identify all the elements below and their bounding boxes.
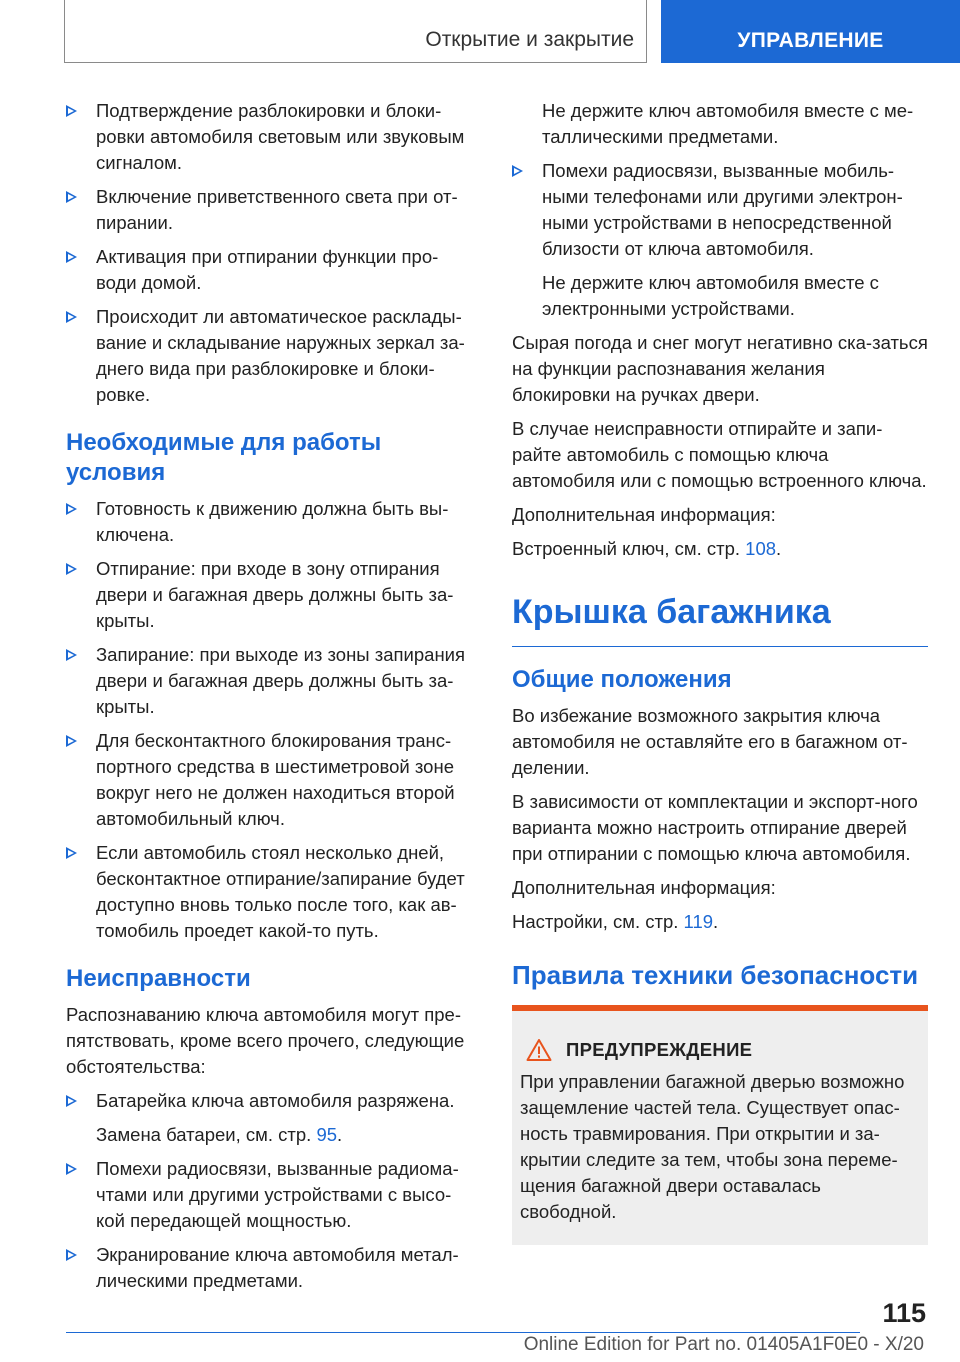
conditions-heading: Необходимые для работы условия (66, 429, 382, 486)
list-item: Экранирование ключа автомобиля метал-лическими предметами. (66, 1242, 478, 1294)
general-heading: Общие положения (512, 666, 732, 693)
triangle-bullet-icon (66, 1249, 77, 1261)
triangle-bullet-icon (66, 105, 77, 117)
triangle-bullet-icon (66, 251, 77, 263)
list-item: Подтверждение разблокировки и блоки-ровки автомобиля световым или звуковым сигналом. (66, 98, 478, 176)
triangle-bullet-icon (66, 503, 77, 515)
chapter-tab[interactable]: УПРАВЛЕНИЕ (661, 0, 960, 63)
electronics-note: Не держите ключ автомобиля вместе с электронными устройствами. (542, 272, 879, 319)
general-paragraph-2: В зависимости от комплектации и экспорт-ного варианта можно настроить отпирание дверей при отпирании с помощью ключа автомобиля. (512, 791, 918, 864)
section-title: Открытие и закрытие (425, 28, 634, 51)
triangle-bullet-icon (512, 165, 523, 177)
more-info-label: Дополнительная информация: (512, 504, 776, 525)
right-column (512, 98, 928, 1245)
list-item: Активация при отпирании функции про-води домой. (66, 244, 478, 296)
warning-text: При управлении багажной дверью возможно защемление частей тела. Существует опас-ность травмирования. При открытии и за-крытии следите за тем, чтобы зона переме-щения багажной двери оставалась свободной. (520, 1071, 905, 1222)
left-column (66, 98, 478, 1302)
list-item: Помехи радиосвязи, вызванные мобиль-ными телефонами или другими электрон-ными устройствами в непосредственной близости от ключа автомобиля. (512, 158, 928, 262)
list-item: Происходит ли автоматическое расклады-вание и складывание наружных зеркал за-днего вида при разблокировке и блоки-ровке. (66, 304, 478, 408)
page-link-119[interactable]: 119 (683, 911, 714, 932)
header-title-box (64, 0, 647, 63)
malfunctions-intro: Распознаванию ключа автомобиля могут пре-пятствовать, кроме всего прочего, следующие обстоятельства: (66, 1004, 465, 1077)
list-item: Батарейка ключа автомобиля разряжена. (66, 1088, 478, 1114)
weather-paragraph: Сырая погода и снег могут негативно ска-заться на функции распознавания желания блокировки на ручках двери. (512, 332, 928, 405)
integrated-key-reference: Встроенный ключ, см. стр. 108. (512, 538, 782, 559)
warning-box (512, 1005, 928, 1245)
trunk-lid-heading: Крышка багажника (512, 592, 928, 647)
battery-reference: Замена батареи, см. стр. 95. (96, 1124, 343, 1145)
triangle-bullet-icon (66, 191, 77, 203)
safety-heading: Правила техники безопасности (512, 960, 919, 990)
list-item: Если автомобиль стоял несколько дней, бесконтактное отпирание/запирание будет доступно вновь только после того, как ав-томобиль проедет какой-то путь. (66, 840, 478, 944)
list-item: Запирание: при выходе из зоны запирания двери и багажная дверь должны быть за-крыты. (66, 642, 478, 720)
list-item: Отпирание: при входе в зону отпирания двери и багажная дверь должны быть за-крыты. (66, 556, 478, 634)
list-item: Для бесконтактного блокирования транс-портного средства в шестиметровой зоне вокруг него не должен находиться второй автомобильный ключ. (66, 728, 478, 832)
page-link-95[interactable]: 95 (316, 1124, 338, 1145)
fault-paragraph: В случае неисправности отпирайте и запи-райте автомобиль с помощью ключа автомобиля или с помощью встроенного ключа. (512, 418, 927, 491)
triangle-bullet-icon (66, 563, 77, 575)
triangle-bullet-icon (66, 1163, 77, 1175)
triangle-bullet-icon (66, 311, 77, 323)
malfunctions-heading: Неисправности (66, 965, 251, 992)
settings-reference: Настройки, см. стр. 119. (512, 911, 719, 932)
list-item: Включение приветственного света при от-пирании. (66, 184, 478, 236)
warning-title: ПРЕДУПРЕЖДЕНИЕ (566, 1039, 753, 1060)
triangle-bullet-icon (66, 1095, 77, 1107)
list-item: Помехи радиосвязи, вызванные радиома-чтами или другими устройствами с высо-кой передающей мощностью. (66, 1156, 478, 1234)
general-paragraph-1: Во избежание возможного закрытия ключа автомобиля не оставляйте его в багажном от-делении. (512, 705, 908, 778)
triangle-bullet-icon (66, 847, 77, 859)
page-number: 115 (882, 1298, 926, 1328)
page-link-108[interactable]: 108 (745, 538, 777, 559)
triangle-bullet-icon (66, 649, 77, 661)
warning-triangle-icon (526, 1038, 552, 1062)
triangle-bullet-icon (66, 735, 77, 747)
more-info-label: Дополнительная информация: (512, 877, 776, 898)
footer-edition: Online Edition for Part no. 01405A1F0E0 - X/20 (523, 1334, 924, 1355)
list-item: Готовность к движению должна быть вы-ключена. (66, 496, 478, 548)
metal-note: Не держите ключ автомобиля вместе с ме-таллическими предметами. (542, 100, 914, 147)
footer-divider (66, 1332, 860, 1333)
